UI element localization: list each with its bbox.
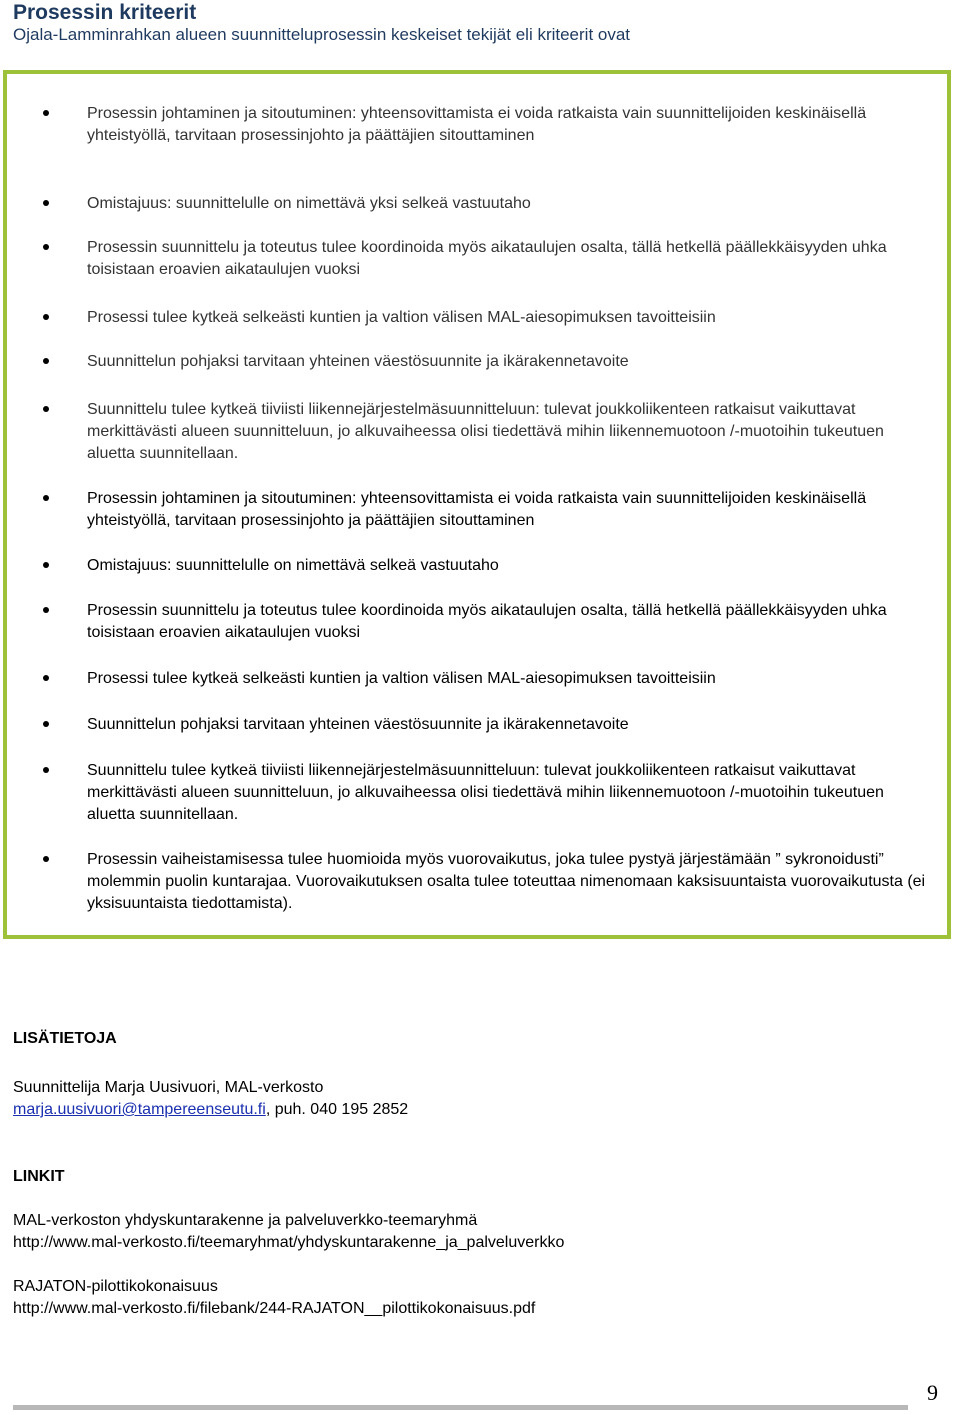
email-link[interactable]: marja.uusivuori@tampereenseutu.fi: [13, 1101, 266, 1118]
page-subtitle: Ojala-Lamminrahkan alueen suunnitteluprosessin keskeiset tekijät eli kriteerit ovat: [13, 25, 631, 44]
page-number: 9: [927, 1380, 938, 1405]
bullet-icon: [43, 200, 49, 206]
bullet-icon: [43, 495, 49, 501]
bullet-icon: [43, 562, 49, 568]
criteria-text: Suunnittelu tulee kytkeä tiiviisti liikennejärjestelmäsuunnitteluun: tulevat joukkoliikenteen ratkaisut vaikuttavat merkittävästi alueen suunnitteluun, jo alkuvaiheessa olisi tiedettävä mihin liikennemuotoon /-muotoihin tukeutuen aluetta suunnitellaan.: [87, 762, 884, 823]
criteria-text: Prosessi tulee kytkeä selkeästi kuntien ja valtion välisen MAL-aiesopimuksen tavoitteisiin: [87, 309, 716, 326]
criteria-text: Omistajuus: suunnittelulle on nimettävä selkeä vastuutaho: [87, 557, 499, 574]
criteria-text: Prosessin suunnittelu ja toteutus tulee koordinoida myös aikataulujen osalta, tällä hetkellä päällekkäisyyden uhka toisistaan eroavien aikataulujen vuoksi: [87, 602, 887, 641]
bullet-icon: [43, 110, 49, 116]
bullet-icon: [43, 244, 49, 250]
criteria-text: Prosessin suunnittelu ja toteutus tulee koordinoida myös aikataulujen osalta, tällä hetkellä päällekkäisyyden uhka toisistaan eroavien aikataulujen vuoksi: [87, 239, 887, 278]
link-title: MAL-verkoston yhdyskuntarakenne ja palveluverkko-teemaryhmä: [13, 1212, 478, 1229]
criteria-box: [3, 70, 951, 939]
criteria-text: Prosessi tulee kytkeä selkeästi kuntien ja valtion välisen MAL-aiesopimuksen tavoitteisiin: [87, 670, 716, 687]
bullet-icon: [43, 607, 49, 613]
criteria-text: Suunnittelun pohjaksi tarvitaan yhteinen väestösuunnite ja ikärakennetavoite: [87, 716, 629, 733]
criteria-text: Omistajuus: suunnittelulle on nimettävä yksi selkeä vastuutaho: [87, 195, 531, 212]
contact-heading: LISÄTIETOJA: [13, 1030, 117, 1047]
bullet-icon: [43, 358, 49, 364]
contact-person: Suunnittelija Marja Uusivuori, MAL-verkosto: [13, 1079, 324, 1096]
phone-text: , puh. 040 195 2852: [265, 1101, 409, 1118]
bullet-icon: [43, 675, 49, 681]
bullet-icon: [43, 721, 49, 727]
bullet-icon: [43, 767, 49, 773]
link-url[interactable]: http://www.mal-verkosto.fi/filebank/244-RAJATON__pilottikokonaisuus.pdf: [13, 1300, 536, 1317]
criteria-text: Suunnittelu tulee kytkeä tiiviisti liikennejärjestelmäsuunnitteluun: tulevat joukkoliikenteen ratkaisut vaikuttavat merkittävästi alueen suunnitteluun, jo alkuvaiheessa olisi tiedettävä mihin liikennemuotoon /-muotoihin tukeutuen aluetta suunnitellaan.: [87, 401, 884, 462]
link-url[interactable]: http://www.mal-verkosto.fi/teemaryhmat/yhdyskuntarakenne_ja_palveluverkko: [13, 1234, 565, 1251]
links-heading: LINKIT: [13, 1168, 65, 1185]
footer-divider: [13, 1405, 908, 1410]
criteria-text: Prosessin johtaminen ja sitoutuminen: yhteensovittamista ei voida ratkaista vain suunnittelijoiden keskinäisellä yhteistyöllä, tarvitaan prosessinjohto ja päättäjien sitouttaminen: [87, 105, 867, 144]
page-title: Prosessin kriteerit: [13, 1, 197, 24]
bullet-icon: [43, 314, 49, 320]
criteria-text: Prosessin vaiheistamisessa tulee huomioida myös vuorovaikutus, joka tulee pystyä järjestämään ” sykronoidusti” molemmin puolin kuntarajaa. Vuorovaikutuksen osalta tulee toteuttaa nimenomaan kaksisuuntaista vuorovaikutusta (ei yksisuuntaista tiedottamista).: [87, 851, 926, 912]
link-title: RAJATON-pilottikokonaisuus: [13, 1278, 218, 1295]
bullet-icon: [43, 406, 49, 412]
bullet-icon: [43, 856, 49, 862]
contact-line: [13, 1100, 408, 1120]
criteria-text: Prosessin johtaminen ja sitoutuminen: yhteensovittamista ei voida ratkaista vain suunnittelijoiden keskinäisellä yhteistyöllä, tarvitaan prosessinjohto ja päättäjien sitouttaminen: [87, 490, 867, 529]
criteria-text: Suunnittelun pohjaksi tarvitaan yhteinen väestösuunnite ja ikärakennetavoite: [87, 353, 629, 370]
